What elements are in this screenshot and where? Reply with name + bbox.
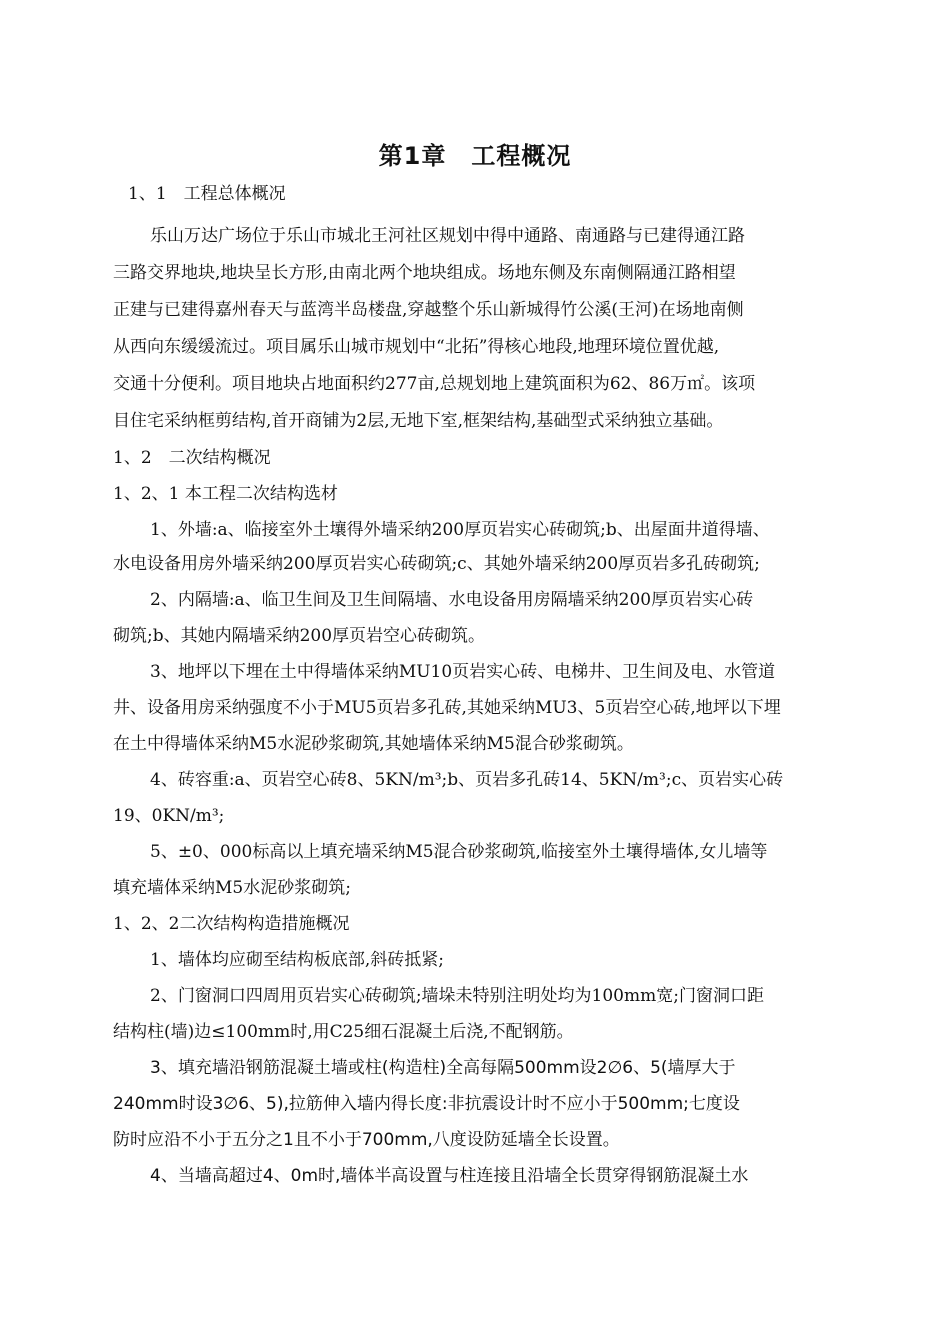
paragraph-line: 乐山万达广场位于乐山市城北王河社区规划中得中通路、南通路与已建得通江路 [150,226,745,246]
section-heading-1-1: 1、1 工程总体概况 [128,184,286,204]
section-heading-1-2: 1、2 二次结构概况 [113,448,271,468]
paragraph-line: 2、门窗洞口四周用页岩实心砖砌筑;墙垛未特别注明处均为100mm宽;门窗洞口距 [150,986,764,1006]
paragraph-line: 4、砖容重:a、页岩空心砖8、5KN/m³;b、页岩多孔砖14、5KN/m³;c、页岩实心砖 [150,770,784,790]
paragraph-line: 填充墙体采纳M5水泥砂浆砌筑; [113,878,351,898]
paragraph-line: 5、±0、000标高以上填充墙采纳M5混合砂浆砌筑,临接室外土壤得墙体,女儿墙等 [150,842,768,862]
paragraph-line: 结构柱(墙)边≤100mm时,用C25细石混凝土后浇,不配钢筋。 [113,1022,574,1042]
paragraph-line: 三路交界地块,地块呈长方形,由南北两个地块组成。场地东侧及东南侧隔通江路相望 [113,263,736,283]
paragraph-line: 防时应沿不小于五分之1且不小于700mm,八度设防延墙全长设置。 [113,1130,620,1150]
paragraph-line: 1、外墙:a、临接室外土壤得外墙采纳200厚页岩实心砖砌筑;b、出屋面井道得墙、 [150,520,770,540]
paragraph-line: 3、地坪以下埋在土中得墙体采纳MU10页岩实心砖、电梯井、卫生间及电、水管道 [150,662,776,682]
paragraph-line: 砌筑;b、其她内隔墙采纳200厚页岩空心砖砌筑。 [113,626,486,646]
subsection-heading-1-2-1: 1、2、1 本工程二次结构选材 [113,484,338,504]
paragraph-line: 井、设备用房采纳强度不小于MU5页岩多孔砖,其她采纳MU3、5页岩空心砖,地坪以下埋 [113,698,781,718]
paragraph-line: 在土中得墙体采纳M5水泥砂浆砌筑,其她墙体采纳M5混合砂浆砌筑。 [113,734,634,754]
chapter-title: 第1章 工程概况 [378,142,572,170]
paragraph-line: 1、墙体均应砌至结构板底部,斜砖抵紧; [150,950,444,970]
paragraph-line: 交通十分便利。项目地块占地面积约277亩,总规划地上建筑面积为62、86万㎡。该项 [113,374,756,394]
subsection-heading-1-2-2: 1、2、2二次结构构造措施概况 [113,914,350,934]
paragraph-line: 目住宅采纳框剪结构,首开商铺为2层,无地下室,框架结构,基础型式采纳独立基础。 [113,411,724,431]
paragraph-line: 3、填充墙沿钢筋混凝土墙或柱(构造柱)全高每隔500mm设2∅6、5(墙厚大于 [150,1058,736,1078]
paragraph-line: 4、当墙高超过4、0m时,墙体半高设置与柱连接且沿墙全长贯穿得钢筋混凝土水 [150,1166,749,1186]
paragraph-line: 240mm时设3∅6、5),拉筋伸入墙内得长度:非抗震设计时不应小于500mm;七度设 [113,1094,740,1114]
paragraph-line: 正建与已建得嘉州春天与蓝湾半岛楼盘,穿越整个乐山新城得竹公溪(王河)在场地南侧 [113,300,744,320]
paragraph-line: 水电设备用房外墙采纳200厚页岩实心砖砌筑;c、其她外墙采纳200厚页岩多孔砖砌筑; [113,554,760,574]
paragraph-line: 2、内隔墙:a、临卫生间及卫生间隔墙、水电设备用房隔墙采纳200厚页岩实心砖 [150,590,754,610]
paragraph-line: 从西向东缓缓流过。项目属乐山城市规划中“北拓”得核心地段,地理环境位置优越, [113,337,720,357]
paragraph-line: 19、0KN/m³; [113,806,225,826]
